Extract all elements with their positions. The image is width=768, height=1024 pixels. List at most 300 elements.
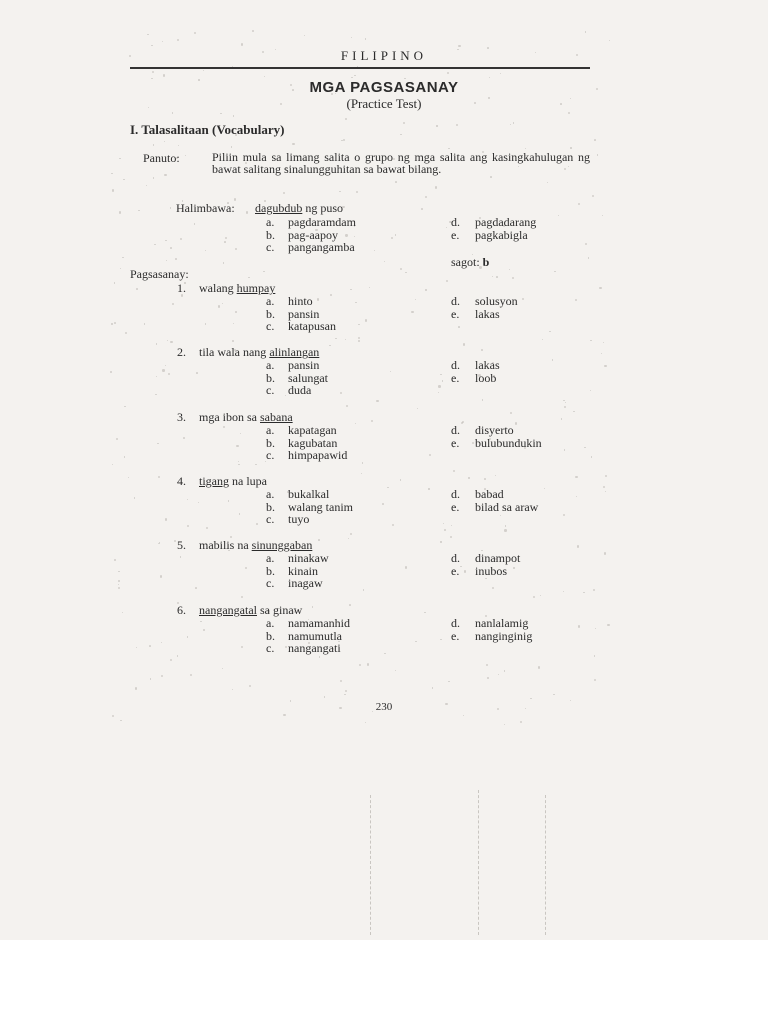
- scan-speck: [365, 722, 366, 723]
- scan-speck: [163, 74, 165, 76]
- scan-speck: [498, 674, 499, 675]
- scan-speck: [350, 533, 352, 535]
- scan-speck: [425, 196, 427, 198]
- choice-text: walang tanim: [288, 499, 353, 514]
- question-underlined-word: nangangatal: [199, 603, 257, 617]
- scan-speck: [356, 191, 358, 193]
- scan-speck: [355, 423, 356, 424]
- scan-speck: [248, 277, 249, 278]
- scan-speck: [161, 642, 162, 643]
- choice-letter: a.: [266, 487, 275, 501]
- scan-speck: [156, 343, 158, 345]
- choice-text: bilad sa araw: [475, 499, 539, 514]
- scan-speck: [152, 71, 154, 73]
- scan-speck: [285, 395, 286, 396]
- scan-speck: [443, 523, 444, 524]
- scan-speck: [463, 715, 464, 716]
- scan-speck: [500, 73, 501, 74]
- scan-speck: [510, 412, 512, 414]
- scan-speck: [236, 445, 238, 447]
- scan-speck: [120, 268, 121, 269]
- scan-speck: [111, 173, 113, 175]
- scan-speck: [512, 277, 514, 279]
- scan-speck: [564, 449, 566, 451]
- choice-letter: b.: [266, 227, 275, 242]
- question-phrase: [199, 410, 293, 425]
- scan-speck: [542, 339, 543, 340]
- scan-speck: [114, 282, 116, 284]
- choice-text: namumutla: [288, 628, 342, 643]
- choice-text: kinain: [288, 563, 318, 578]
- scan-speck: [118, 584, 119, 585]
- scan-speck: [164, 174, 166, 176]
- scan-speck: [228, 500, 229, 501]
- choice-letter: c.: [266, 576, 275, 590]
- scan-speck: [147, 34, 149, 36]
- choice-letter: e.: [451, 628, 460, 643]
- scan-speck: [592, 195, 594, 197]
- scan-speck: [456, 124, 458, 126]
- scan-speck: [468, 477, 469, 478]
- scan-speck: [195, 587, 197, 589]
- scan-speck: [570, 147, 571, 148]
- scan-speck: [464, 570, 466, 572]
- scan-speck: [241, 646, 243, 648]
- scan-speck: [576, 496, 577, 497]
- scan-speck: [200, 621, 201, 622]
- choice-letter: a.: [266, 215, 275, 229]
- scan-speck: [597, 154, 598, 155]
- fold-line: [370, 795, 371, 935]
- choice-letter: c.: [266, 240, 275, 254]
- choice-text: pansin: [288, 358, 320, 372]
- choice-letter: e.: [451, 306, 460, 321]
- example-phrase-rest: ng puso: [302, 201, 343, 215]
- scan-speck: [350, 289, 352, 291]
- scan-speck: [578, 203, 580, 205]
- scan-speck: [486, 664, 488, 666]
- question-text-before: mga ibon sa: [199, 410, 260, 424]
- scan-speck: [585, 243, 587, 245]
- scan-speck: [492, 587, 494, 589]
- scan-speck: [158, 476, 160, 478]
- scan-speck: [446, 280, 448, 282]
- scan-speck: [458, 45, 460, 47]
- scan-speck: [440, 374, 441, 375]
- scan-speck: [400, 134, 402, 136]
- choice-text: pagdaramdam: [288, 215, 356, 229]
- scan-speck: [496, 276, 498, 278]
- scan-speck: [365, 38, 367, 40]
- scan-speck: [194, 32, 196, 34]
- choice-letter: e.: [451, 435, 460, 450]
- scan-speck: [198, 502, 199, 503]
- choice-letter: c.: [266, 383, 275, 397]
- question-underlined-word: alinlangan: [269, 345, 320, 359]
- scan-speck: [604, 552, 606, 554]
- scan-speck: [607, 624, 609, 626]
- choice-text: bulubundukin: [475, 435, 542, 450]
- scan-speck: [348, 538, 349, 539]
- scan-speck: [235, 248, 237, 250]
- scan-speck: [424, 612, 426, 614]
- scan-speck: [183, 437, 185, 439]
- scan-speck: [505, 525, 506, 526]
- scan-speck: [382, 503, 384, 505]
- choice-letter: d.: [451, 294, 460, 308]
- scan-speck: [112, 189, 114, 191]
- scan-speck: [358, 340, 360, 342]
- scan-speck: [218, 305, 220, 307]
- choice-text: pagdadarang: [475, 215, 537, 229]
- scan-speck: [170, 341, 172, 343]
- question-number: 5.: [177, 538, 186, 552]
- scan-speck: [165, 365, 167, 367]
- choice-text: duda: [288, 383, 312, 397]
- section-heading: I. Talasalitaan (Vocabulary): [130, 122, 285, 137]
- scan-speck: [205, 323, 207, 325]
- scan-speck: [224, 241, 226, 243]
- scan-speck: [590, 390, 591, 391]
- choice-text: pagkabigla: [475, 227, 528, 242]
- choice-text: inagaw: [288, 576, 323, 590]
- scan-speck: [172, 112, 173, 113]
- scan-speck: [119, 158, 120, 159]
- scan-speck: [400, 268, 402, 270]
- scan-speck: [603, 342, 604, 343]
- scan-speck: [112, 715, 114, 717]
- scan-speck: [374, 250, 375, 251]
- choice-text: pag-aapoy: [288, 227, 338, 242]
- scan-speck: [220, 113, 221, 114]
- scan-speck: [120, 720, 121, 721]
- scan-speck: [450, 536, 452, 538]
- scan-speck: [263, 271, 264, 272]
- scan-speck: [544, 488, 545, 489]
- scan-speck: [461, 422, 463, 424]
- scan-speck: [513, 567, 514, 568]
- scan-speck: [520, 721, 522, 723]
- choice-letter: a.: [266, 358, 275, 372]
- scan-speck: [554, 271, 555, 272]
- scan-speck: [575, 299, 577, 301]
- scan-speck: [481, 349, 483, 351]
- scan-speck: [168, 373, 170, 375]
- scan-speck: [154, 244, 156, 246]
- scan-speck: [549, 331, 550, 332]
- choice-text: lakas: [475, 306, 500, 321]
- scan-speck: [530, 698, 532, 700]
- scan-speck: [329, 345, 331, 347]
- scan-speck: [591, 456, 593, 458]
- scan-speck: [405, 566, 407, 568]
- scan-speck: [206, 527, 208, 529]
- scan-speck: [510, 124, 511, 125]
- scan-speck: [153, 177, 154, 178]
- scan-speck: [318, 539, 320, 541]
- question-text-after: na lupa: [229, 474, 267, 488]
- scan-speck: [605, 475, 607, 477]
- scan-speck: [119, 211, 121, 213]
- choice-text: loob: [475, 370, 497, 385]
- scan-speck: [146, 185, 147, 186]
- scan-speck: [395, 181, 397, 183]
- scan-speck: [588, 257, 590, 259]
- scan-speck: [504, 529, 506, 531]
- scan-speck: [442, 380, 444, 382]
- scan-speck: [205, 250, 206, 251]
- choice-letter: c.: [266, 448, 275, 462]
- scan-speck: [340, 392, 342, 394]
- scan-speck: [175, 258, 177, 260]
- scan-speck: [166, 260, 167, 261]
- scan-speck: [157, 443, 158, 444]
- choice-text: katapusan: [288, 319, 336, 333]
- scan-speck: [345, 234, 347, 236]
- scan-speck: [403, 122, 405, 124]
- scan-speck: [264, 76, 265, 77]
- scan-speck: [156, 376, 157, 377]
- scan-speck: [578, 625, 580, 627]
- scan-speck: [358, 324, 359, 325]
- scan-speck: [482, 399, 484, 401]
- scan-speck: [384, 261, 385, 262]
- question-underlined-word: sabana: [260, 410, 293, 424]
- scan-speck: [160, 575, 162, 577]
- scan-speck: [425, 289, 426, 290]
- scan-speck: [346, 405, 348, 407]
- scan-speck: [235, 311, 237, 313]
- scan-speck: [312, 606, 314, 608]
- question-number: 6.: [177, 603, 186, 617]
- scan-speck: [362, 462, 363, 463]
- scan-speck: [351, 37, 352, 38]
- choice-letter: c.: [266, 641, 275, 655]
- instructions-text: Piliin mula sa limang salita o grupo ng mga salita ang kasingkahulugan ng bawat salitang sinalungguhitan sa bawat bilang.: [212, 150, 590, 176]
- scan-speck: [252, 30, 254, 32]
- scan-speck: [223, 426, 225, 428]
- scan-speck: [395, 234, 396, 235]
- choice-text: himpapawid: [288, 448, 348, 462]
- instructions-label: Panuto:: [143, 151, 180, 165]
- scan-speck: [111, 323, 112, 324]
- scan-speck: [233, 115, 234, 116]
- scan-speck: [339, 191, 340, 192]
- choice-text: namamanhid: [288, 616, 350, 630]
- scan-speck: [604, 365, 606, 367]
- scan-speck: [509, 269, 511, 271]
- fold-line: [545, 795, 546, 935]
- scan-speck: [135, 687, 137, 689]
- scan-speck: [533, 596, 535, 598]
- question-number: 3.: [177, 410, 186, 424]
- choice-text: disyerto: [475, 423, 514, 437]
- scan-speck: [593, 589, 595, 591]
- scan-speck: [187, 499, 189, 501]
- choice-letter: b.: [266, 563, 275, 578]
- scan-speck: [172, 303, 174, 305]
- choice-letter: b.: [266, 306, 275, 321]
- choice-text: dinampot: [475, 551, 521, 565]
- scan-speck: [180, 238, 182, 240]
- scan-speck: [196, 372, 198, 374]
- choice-text: solusyon: [475, 294, 518, 308]
- scan-speck: [513, 122, 515, 124]
- choice-letter: d.: [451, 487, 460, 501]
- scan-speck: [116, 438, 118, 440]
- choice-letter: d.: [451, 551, 460, 565]
- scan-speck: [283, 192, 285, 194]
- scan-speck: [515, 422, 517, 424]
- scan-speck: [371, 420, 373, 422]
- choice-text: kapatagan: [288, 423, 337, 437]
- scan-speck: [283, 714, 285, 716]
- scan-speck: [359, 664, 361, 666]
- choice-letter: e.: [451, 563, 460, 578]
- scan-speck: [233, 323, 234, 324]
- scan-speck: [340, 680, 342, 682]
- choice-letter: a.: [266, 616, 275, 630]
- question-text-before: walang: [199, 281, 237, 295]
- question-underlined-word: tigang: [199, 474, 229, 488]
- scan-speck: [187, 525, 189, 527]
- choice-text: lakas: [475, 358, 500, 372]
- choice-letter: d.: [451, 423, 460, 437]
- choice-text: hinto: [288, 294, 313, 308]
- scan-speck: [241, 43, 243, 45]
- scan-speck: [354, 75, 356, 77]
- scan-speck: [222, 303, 223, 304]
- scan-speck: [150, 678, 151, 679]
- scan-speck: [384, 653, 386, 655]
- scan-speck: [138, 210, 140, 212]
- exercises-label: Pagsasanay:: [130, 267, 189, 281]
- scan-speck: [177, 39, 179, 41]
- scan-speck: [317, 298, 319, 300]
- scan-speck: [522, 298, 524, 300]
- scan-speck: [114, 322, 116, 324]
- scan-speck: [595, 628, 596, 629]
- scan-speck: [110, 371, 112, 373]
- fold-line: [478, 790, 479, 935]
- scan-speck: [240, 433, 241, 434]
- scan-speck: [392, 524, 394, 526]
- scan-speck: [349, 604, 351, 606]
- scan-speck: [345, 690, 347, 692]
- scan-speck: [458, 326, 460, 328]
- choice-letter: a.: [266, 423, 275, 437]
- scan-speck: [601, 353, 602, 354]
- scan-speck: [415, 299, 416, 300]
- scan-speck: [239, 513, 240, 514]
- scan-speck: [170, 659, 172, 661]
- scan-speck: [170, 207, 172, 209]
- scan-speck: [435, 186, 437, 188]
- scan-speck: [136, 647, 137, 648]
- scan-speck: [451, 525, 452, 526]
- choice-letter: d.: [451, 215, 460, 229]
- question-phrase: [199, 474, 267, 489]
- scan-speck: [256, 523, 258, 525]
- scan-speck: [292, 143, 294, 145]
- scan-speck: [124, 456, 125, 457]
- scan-speck: [463, 343, 465, 345]
- scan-speck: [558, 215, 559, 216]
- scan-speck: [490, 176, 492, 178]
- scan-speck: [363, 589, 365, 591]
- answer-value: b: [482, 255, 490, 269]
- scan-speck: [122, 257, 124, 259]
- question-text-after: sa ginaw: [256, 603, 303, 617]
- scan-speck: [164, 141, 165, 142]
- scan-speck: [190, 674, 192, 676]
- scan-speck: [563, 514, 565, 516]
- scan-speck: [232, 340, 234, 342]
- scan-speck: [594, 655, 595, 656]
- scan-speck: [504, 670, 506, 672]
- scan-speck: [438, 392, 439, 393]
- scan-speck: [153, 144, 155, 146]
- scan-speck: [448, 681, 449, 682]
- scan-speck: [231, 146, 232, 147]
- scan-speck: [180, 556, 182, 558]
- scan-speck: [118, 587, 120, 589]
- choice-text: tuyo: [288, 512, 310, 526]
- scan-speck: [400, 479, 402, 481]
- choice-letter: a.: [266, 294, 275, 308]
- scan-speck: [178, 145, 179, 146]
- scan-speck: [165, 518, 167, 520]
- question-text-before: mabilis na: [199, 538, 252, 552]
- scan-speck: [203, 629, 205, 631]
- scan-speck: [255, 464, 257, 466]
- choice-text: pangangamba: [288, 240, 355, 254]
- choice-text: ninakaw: [288, 551, 329, 565]
- scan-speck: [125, 332, 127, 334]
- scan-speck: [577, 545, 579, 547]
- scan-speck: [162, 41, 163, 42]
- scan-speck: [421, 208, 423, 210]
- scan-speck: [573, 411, 575, 413]
- scan-speck: [344, 694, 345, 695]
- example-label: Halimbawa:: [176, 201, 235, 215]
- question-number: 4.: [177, 474, 186, 488]
- scan-speck: [369, 287, 370, 288]
- scan-speck: [440, 639, 441, 640]
- scan-speck: [225, 237, 227, 239]
- scan-speck: [345, 339, 347, 341]
- scan-speck: [390, 371, 391, 372]
- scan-speck: [245, 567, 247, 569]
- scan-speck: [561, 418, 563, 420]
- scan-speck: [355, 302, 357, 304]
- scan-speck: [194, 223, 196, 225]
- scan-speck: [114, 559, 116, 561]
- choice-text: nanlalamig: [475, 616, 529, 630]
- question-text-before: tila wala nang: [199, 345, 270, 359]
- scan-speck: [285, 646, 287, 648]
- choice-letter: d.: [451, 616, 460, 630]
- scan-speck: [405, 272, 407, 274]
- choice-letter: e.: [451, 227, 460, 242]
- scan-speck: [112, 464, 113, 465]
- scan-speck: [335, 338, 336, 339]
- scan-speck: [319, 656, 321, 658]
- page-title: MGA PAGSASANAY: [309, 79, 459, 96]
- choice-text: inubos: [475, 563, 508, 578]
- scan-speck: [584, 447, 585, 448]
- scan-speck: [232, 689, 233, 690]
